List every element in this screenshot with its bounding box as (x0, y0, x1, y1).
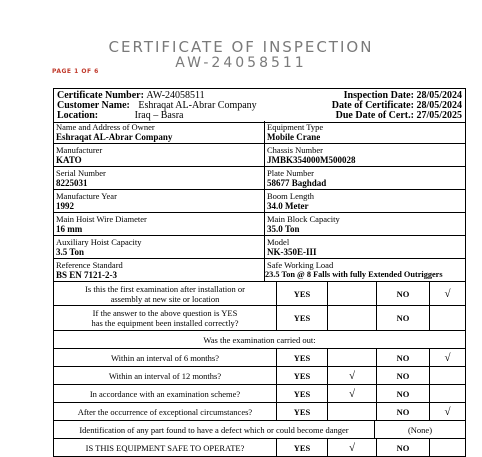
interval-6-no-mark: √ (444, 351, 451, 364)
safe-yes: YES (277, 439, 328, 456)
question-row (54, 331, 465, 349)
safe-yes-mark: √ (328, 439, 377, 456)
installed-yes-mark (328, 306, 377, 330)
location: Iraq – Basra (134, 110, 184, 121)
question-row (54, 367, 465, 385)
details-row (54, 167, 465, 190)
date-of-certificate: 28/05/2024 (416, 100, 462, 111)
aux-hoist-value: 3.5 Ton (56, 247, 85, 257)
safe-text: IS THIS EQUIPMENT SAFE TO OPERATE? (54, 439, 277, 456)
header-box (53, 88, 466, 123)
details-row (54, 144, 465, 167)
interval-12-no: NO (377, 367, 430, 384)
scheme-text: In accordance with an examination scheme? (54, 385, 277, 402)
block-capacity-value: 35.0 Ton (267, 224, 300, 234)
certificate-title: CERTIFICATE OF INSPECTION (108, 38, 374, 56)
safe-no-mark (430, 439, 465, 456)
carried-out-heading: Was the examination carried out: (203, 334, 316, 345)
safe-no: NO (377, 439, 430, 456)
interval-12-yes-mark: √ (328, 367, 377, 384)
inspection-date-label: Inspection Date: (343, 90, 414, 101)
manufacturer-label: Manufacturer (56, 145, 103, 155)
installed-text1: If the answer to the above question is YES (92, 308, 238, 318)
certificate-number: AW-24058511 (146, 90, 205, 101)
equipment-type-value: Mobile Crane (267, 132, 321, 142)
question-row (54, 385, 465, 403)
exceptional-no: NO (377, 403, 430, 420)
interval-12-yes: YES (277, 367, 328, 384)
serial-number-label: Serial Number (56, 168, 106, 178)
serial-number-value: 8225031 (56, 178, 88, 188)
installed-no: NO (377, 306, 430, 330)
scheme-yes-mark: √ (328, 385, 377, 402)
plate-number-label: Plate Number (267, 168, 314, 178)
swl-value: 23.5 Ton @ 8 Falls with fully Extended Outriggers (265, 270, 443, 279)
interval-6-no: NO (377, 349, 430, 366)
installed-yes: YES (277, 306, 328, 330)
interval-6-yes-mark (328, 349, 377, 366)
first-exam-yes: YES (277, 282, 328, 305)
owner-label: Name and Address of Owner (56, 122, 155, 132)
details-row (54, 121, 465, 144)
boom-length-value: 34.0 Meter (267, 201, 309, 211)
wire-diameter-value: 16 mm (56, 224, 83, 234)
boom-length-label: Boom Length (267, 191, 314, 201)
model-label: Model (267, 237, 290, 247)
first-exam-no: NO (377, 282, 430, 305)
interval-6-text: Within an interval of 6 months? (54, 349, 277, 366)
due-date-row (336, 110, 462, 121)
chassis-number-value: JMBK354000M500028 (267, 155, 356, 165)
details-row (54, 236, 465, 259)
block-capacity-label: Main Block Capacity (267, 214, 340, 224)
certificate-code: AW-24058511 (175, 55, 307, 71)
question-row (54, 349, 465, 367)
scheme-yes: YES (277, 385, 328, 402)
manufacture-year-value: 1992 (56, 201, 74, 211)
reference-standard-label: Reference Standard (56, 260, 123, 270)
first-exam-text1: Is this the first examination after installation or (85, 283, 245, 294)
customer-name: Eshraqat AL-Abrar Company (138, 100, 257, 111)
details-row (54, 259, 465, 282)
owner-value: Eshraqat AL-Abrar Company (56, 132, 173, 142)
interval-12-text: Within an interval of 12 months? (54, 367, 277, 384)
manufacturer-value: KATO (56, 155, 82, 165)
question-row (54, 403, 465, 421)
certificate-number-label: Certificate Number: (57, 90, 144, 101)
exceptional-text: After the occurrence of exceptional circumstances? (54, 403, 277, 420)
reference-standard-value: BS EN 7121-2-3 (56, 270, 118, 280)
plate-number-value: 58677 Baghdad (267, 178, 327, 188)
question-row (54, 421, 465, 439)
due-date: 27/05/2025 (416, 110, 462, 121)
swl-label: Safe Working Load (267, 260, 334, 270)
question-row (54, 282, 465, 306)
due-date-label: Due Date of Cert.: (335, 110, 414, 121)
question-row (54, 306, 465, 331)
page-label: PAGE 1 OF 6 (52, 68, 99, 75)
interval-6-yes: YES (277, 349, 328, 366)
defect-value: (None) (407, 424, 433, 435)
wire-diameter-label: Main Hoist Wire Diameter (56, 214, 147, 224)
interval-12-no-mark (430, 367, 465, 384)
model-value: NK-350E-III (267, 247, 317, 257)
equipment-type-label: Equipment Type (267, 122, 324, 132)
first-exam-no-mark: √ (444, 287, 451, 300)
details-table (53, 121, 466, 457)
location-label: Location: (57, 110, 99, 121)
date-of-certificate-label: Date of Certificate: (331, 100, 414, 111)
installed-text2: has the equipment been installed correctly? (91, 318, 239, 328)
aux-hoist-label: Auxiliary Hoist Capacity (56, 237, 142, 247)
details-row (54, 213, 465, 236)
location-row (57, 110, 183, 121)
installed-no-mark (430, 306, 465, 330)
first-exam-yes-mark (328, 282, 377, 305)
chassis-number-label: Chassis Number (267, 145, 323, 155)
exceptional-no-mark: √ (444, 405, 451, 418)
manufacture-year-label: Manufacture Year (56, 191, 117, 201)
exceptional-yes-mark (328, 403, 377, 420)
details-row (54, 190, 465, 213)
first-exam-text2: assembly at new site or location (110, 293, 220, 304)
question-row (54, 439, 465, 457)
defect-text: Identification of any part found to have a defect which or could become danger (54, 421, 375, 438)
scheme-no-mark (430, 385, 465, 402)
scheme-no: NO (377, 385, 430, 402)
inspection-date: 28/05/2024 (416, 90, 462, 101)
customer-name-label: Customer Name: (57, 100, 130, 111)
exceptional-yes: YES (277, 403, 328, 420)
